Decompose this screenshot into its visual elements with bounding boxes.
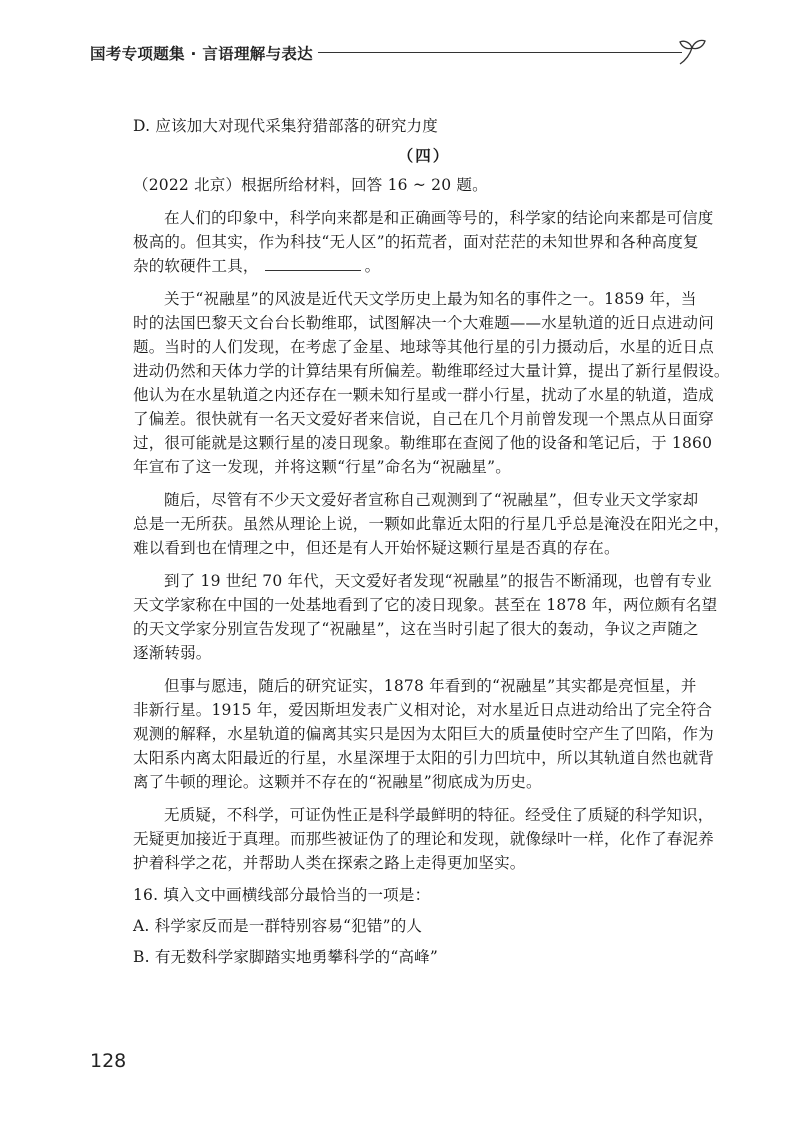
page-number: 128: [90, 1050, 127, 1072]
paragraph-line: 到了 19 世纪 70 年代，天文爱好者发现“祝融星”的报告不断涌现，也曾有专业: [164, 572, 713, 590]
question-16: 16. 填入文中画横线部分最恰当的一项是：: [133, 886, 431, 904]
paragraph-line: 逐渐转弱。: [133, 644, 212, 662]
paragraph-line: 护着科学之花，并帮助人类在探索之路上走得更加坚实。: [133, 854, 526, 872]
paragraph-3: [133, 488, 730, 560]
paragraph-line: 进动仍然和天体力学的计算结果有所偏差。勒维耶经过大量计算，提出了新行星假设。: [133, 362, 730, 380]
paragraph-line: 时的法国巴黎天文台台长勒维耶，试图解决一个大难题——水星轨道的近日点进动问: [133, 314, 714, 332]
paragraph-2: [133, 287, 730, 479]
paragraph-line: 太阳系内离太阳最近的行星，水星深埋于太阳的引力凹坑中，所以其轨道自然也就背: [133, 749, 714, 767]
paragraph-line: 过，很可能就是这颗行星的凌日现象。勒维耶在查阅了他的设备和笔记后，于 1860: [133, 434, 713, 452]
paragraph-line: 年宣布了这一发现，并将这颗“行星”命名为“祝融星”。: [133, 458, 511, 476]
running-header: [90, 38, 730, 68]
header-title: 国考专项题集 · 言语理解与表达: [90, 45, 313, 63]
paragraph-line: 的天文学家分别宣告发现了“祝融星”，这在当时引起了很大的轰动，争议之声随之: [133, 620, 699, 638]
paragraph-line: 了偏差。很快就有一名天文爱好者来信说，自己在几个月前曾发现一个黑点从日面穿: [133, 410, 714, 428]
paragraph-line: 但事与愿违，随后的研究证实，1878 年看到的“祝融星”其实都是亮恒星，并: [164, 677, 697, 695]
paragraph-line: 他认为在水星轨道之内还存在一颗未知行星或一群小行星，扰动了水星的轨道，造成: [133, 386, 714, 404]
paragraph-line: 总是一无所获。虽然从理论上说，一颗如此靠近太阳的行星几乎总是淹没在阳光之中，: [133, 515, 730, 533]
sprout-leaf-icon: [676, 38, 708, 66]
paragraph-4: [133, 569, 718, 665]
paragraph-line: 无质疑，不科学，可证伪性正是科学最鲜明的特征。经受住了质疑的科学知识，: [164, 806, 714, 824]
choice-a: A. 科学家反而是一群特别容易“犯错”的人: [133, 917, 423, 935]
paragraph-line: 离了牛顿的理论。这颗并不存在的“祝融星”彻底成为历史。: [133, 773, 542, 791]
paragraph-6: [133, 803, 715, 875]
paragraph-line: 难以看到也在情理之中，但还是有人开始怀疑这颗行星是否真的存在。: [133, 539, 620, 557]
paragraph-line: 非新行星。1915 年，爱因斯坦发表广义相对论，对水星近日点进动给出了完全符合: [133, 701, 713, 719]
blank-end-punct: 。: [364, 257, 381, 275]
choice-b: B. 有无数科学家脚踏实地勇攀科学的“高峰”: [133, 948, 438, 966]
fill-in-blank: [265, 256, 361, 271]
paragraph-line: 题。当时的人们发现，在考虑了金星、地球等其他行星的引力摄动后，水星的近日点: [133, 338, 714, 356]
paragraph-line: 关于“祝融星”的风波是近代天文学历史上最为知名的事件之一。1859 年，当: [164, 290, 697, 308]
paragraph-line: 观测的解释，水星轨道的偏离其实只是因为太阳巨大的质量使时空产生了凹陷，作为: [133, 725, 714, 743]
paragraph-5: [133, 674, 715, 794]
page-content: [133, 114, 730, 969]
header-rule: [318, 52, 682, 53]
paragraph-line: 极高的。但其实，作为科技“无人区”的拓荒者，面对茫茫的未知世界和各种高度复: [133, 233, 699, 251]
paragraph-line: [133, 254, 715, 278]
paragraph-line-text: 杂的软硬件工具，: [133, 257, 259, 275]
paragraph-line: 在人们的印象中，科学向来都是和正确画等号的，科学家的结论向来都是可信度: [164, 209, 714, 227]
section-intro: （2022 北京）根据所给材料，回答 16 ~ 20 题。: [133, 176, 488, 194]
paragraph-line: 随后，尽管有不少天文爱好者宣称自己观测到了“祝融星”，但专业天文学家却: [164, 491, 699, 509]
answer-option-d: D. 应该加大对现代采集狩猎部落的研究力度: [133, 117, 438, 135]
paragraph-line: 无疑更加接近于真理。而那些被证伪了的理论和发现，就像绿叶一样，化作了春泥养: [133, 830, 714, 848]
section-title: （四）: [397, 146, 451, 165]
paragraph-line: 天文学家称在中国的一处基地看到了它的凌日现象。甚至在 1878 年，两位颇有名望: [133, 596, 718, 614]
paragraph-1: [133, 206, 715, 278]
